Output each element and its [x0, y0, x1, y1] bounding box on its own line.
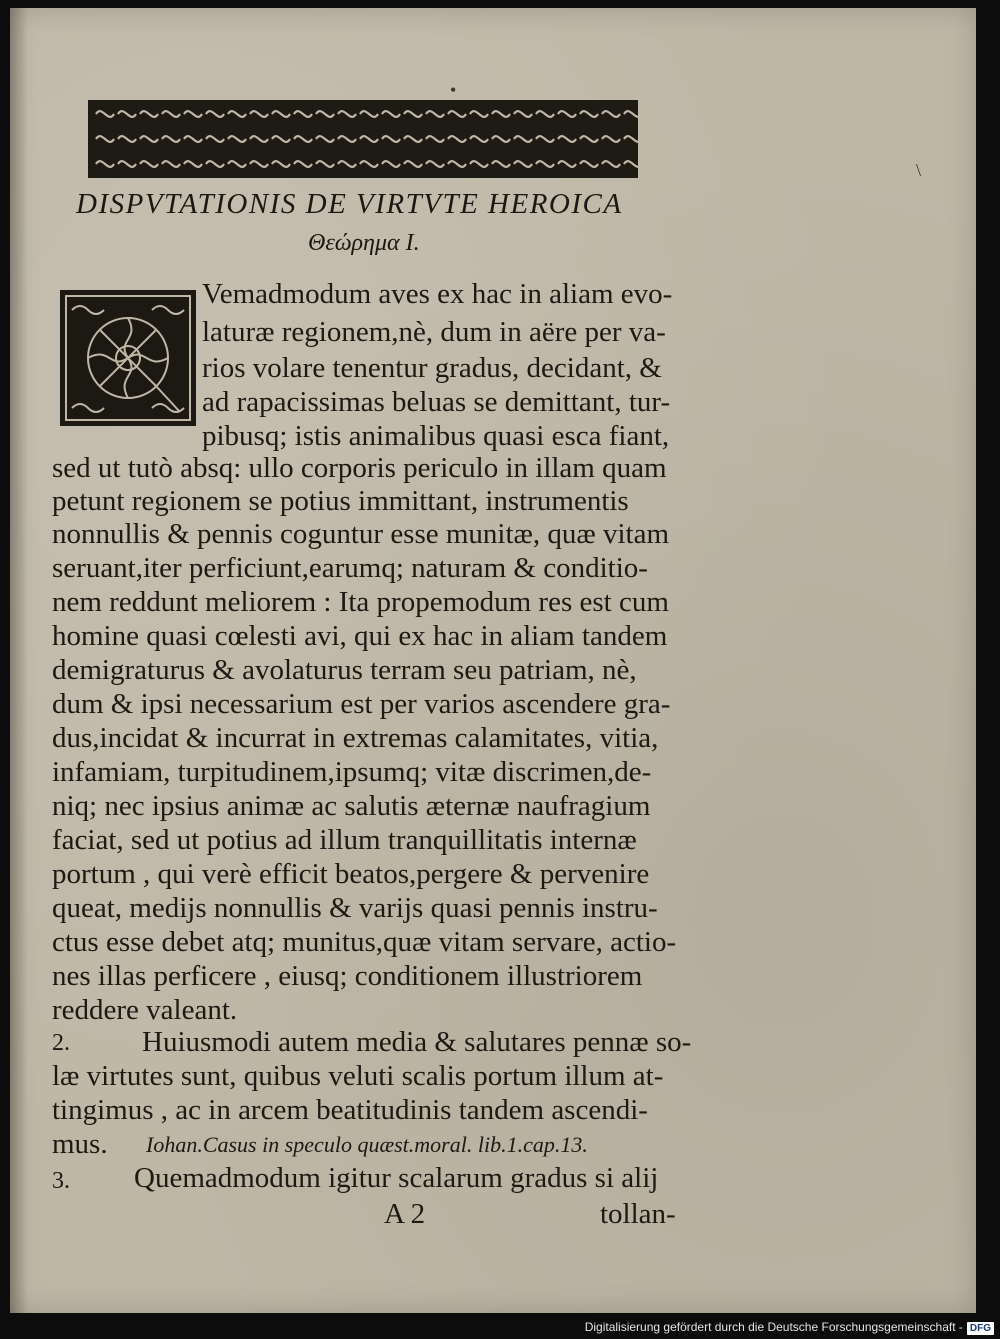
body-line: demigraturus & avolaturus terram seu patriam, nè, [52, 654, 637, 686]
body-line: homine quasi cœlesti avi, qui ex hac in aliam tandem [52, 620, 668, 652]
decorative-headpiece [88, 100, 638, 178]
body-line: dus,incidat & incurrat in extremas calamitates, vitia, [52, 722, 659, 754]
intro-line: pibusq; istis animalibus quasi esca fiant, [202, 420, 670, 452]
para2-line: Huiusmodi autem media & salutares pennæ so- [142, 1026, 692, 1058]
body-line: portum , qui verè efficit beatos,pergere & pervenire [52, 858, 650, 890]
para2-line: læ virtutes sunt, quibus veluti scalis portum illum at- [52, 1060, 664, 1092]
catchword: tollan- [600, 1198, 676, 1230]
intro-line: laturæ regionem,nè, dum in aëre per va- [202, 316, 666, 348]
paragraph-number: 3. [52, 1168, 70, 1194]
body-line: reddere valeant. [52, 994, 238, 1026]
citation: Iohan.Casus in speculo quæst.moral. lib.1.cap.13. [146, 1132, 588, 1157]
body-line: ctus esse debet atq; munitus,quæ vitam servare, actio- [52, 926, 677, 958]
para2-line: tingimus , ac in arcem beatitudinis tandem ascendi- [52, 1094, 648, 1126]
theorem-label: Θεώρημα I. [308, 230, 420, 256]
page-speck: • [450, 80, 457, 100]
dfg-logo: DFG [967, 1322, 994, 1335]
body-line: infamiam, turpitudinem,ipsumq; vitæ discrimen,de- [52, 756, 652, 788]
decorated-initial-q [60, 290, 196, 426]
body-line: queat, medijs nonnullis & varijs quasi pennis instru- [52, 892, 658, 924]
paragraph-number: 2. [52, 1030, 70, 1056]
digitization-credit [585, 1320, 994, 1335]
para2-last-word: mus. [52, 1128, 108, 1160]
para3-line: Quemadmodum igitur scalarum gradus si alij [134, 1162, 659, 1194]
credit-text: Digitalisierung gefördert durch die Deutsche Forschungsgemeinschaft - [584, 1320, 963, 1334]
body-line: petunt regionem se potius immittant, instrumentis [52, 485, 629, 517]
body-line: faciat, sed ut potius ad illum tranquillitatis internæ [52, 824, 637, 856]
page-speck: \ [916, 160, 922, 180]
intro-line: rios volare tenentur gradus, decidant, & [202, 352, 662, 384]
body-line: seruant,iter perficiunt,earumq; naturam & conditio- [52, 552, 648, 584]
body-line: dum & ipsi necessarium est per varios ascendere gra- [52, 688, 671, 720]
body-line: sed ut tutò absq: ullo corporis periculo in illam quam [52, 452, 667, 484]
body-line: nes illas perficere , eiusq; conditionem illustriorem [52, 960, 643, 992]
body-line: nonnullis & pennis coguntur esse munitæ, quæ vitam [52, 518, 670, 550]
body-line: niq; nec ipsius animæ ac salutis æternæ naufragium [52, 790, 651, 822]
intro-line: Vemadmodum aves ex hac in aliam evo- [202, 278, 673, 310]
signature-mark: A 2 [384, 1198, 426, 1230]
book-page [10, 8, 976, 1313]
intro-line: ad rapacissimas beluas se demittant, tur- [202, 386, 671, 418]
page-heading: DISPVTATIONIS DE VIRTVTE HEROICA [76, 188, 623, 220]
body-line: nem reddunt meliorem : Ita propemodum res est cum [52, 586, 669, 618]
